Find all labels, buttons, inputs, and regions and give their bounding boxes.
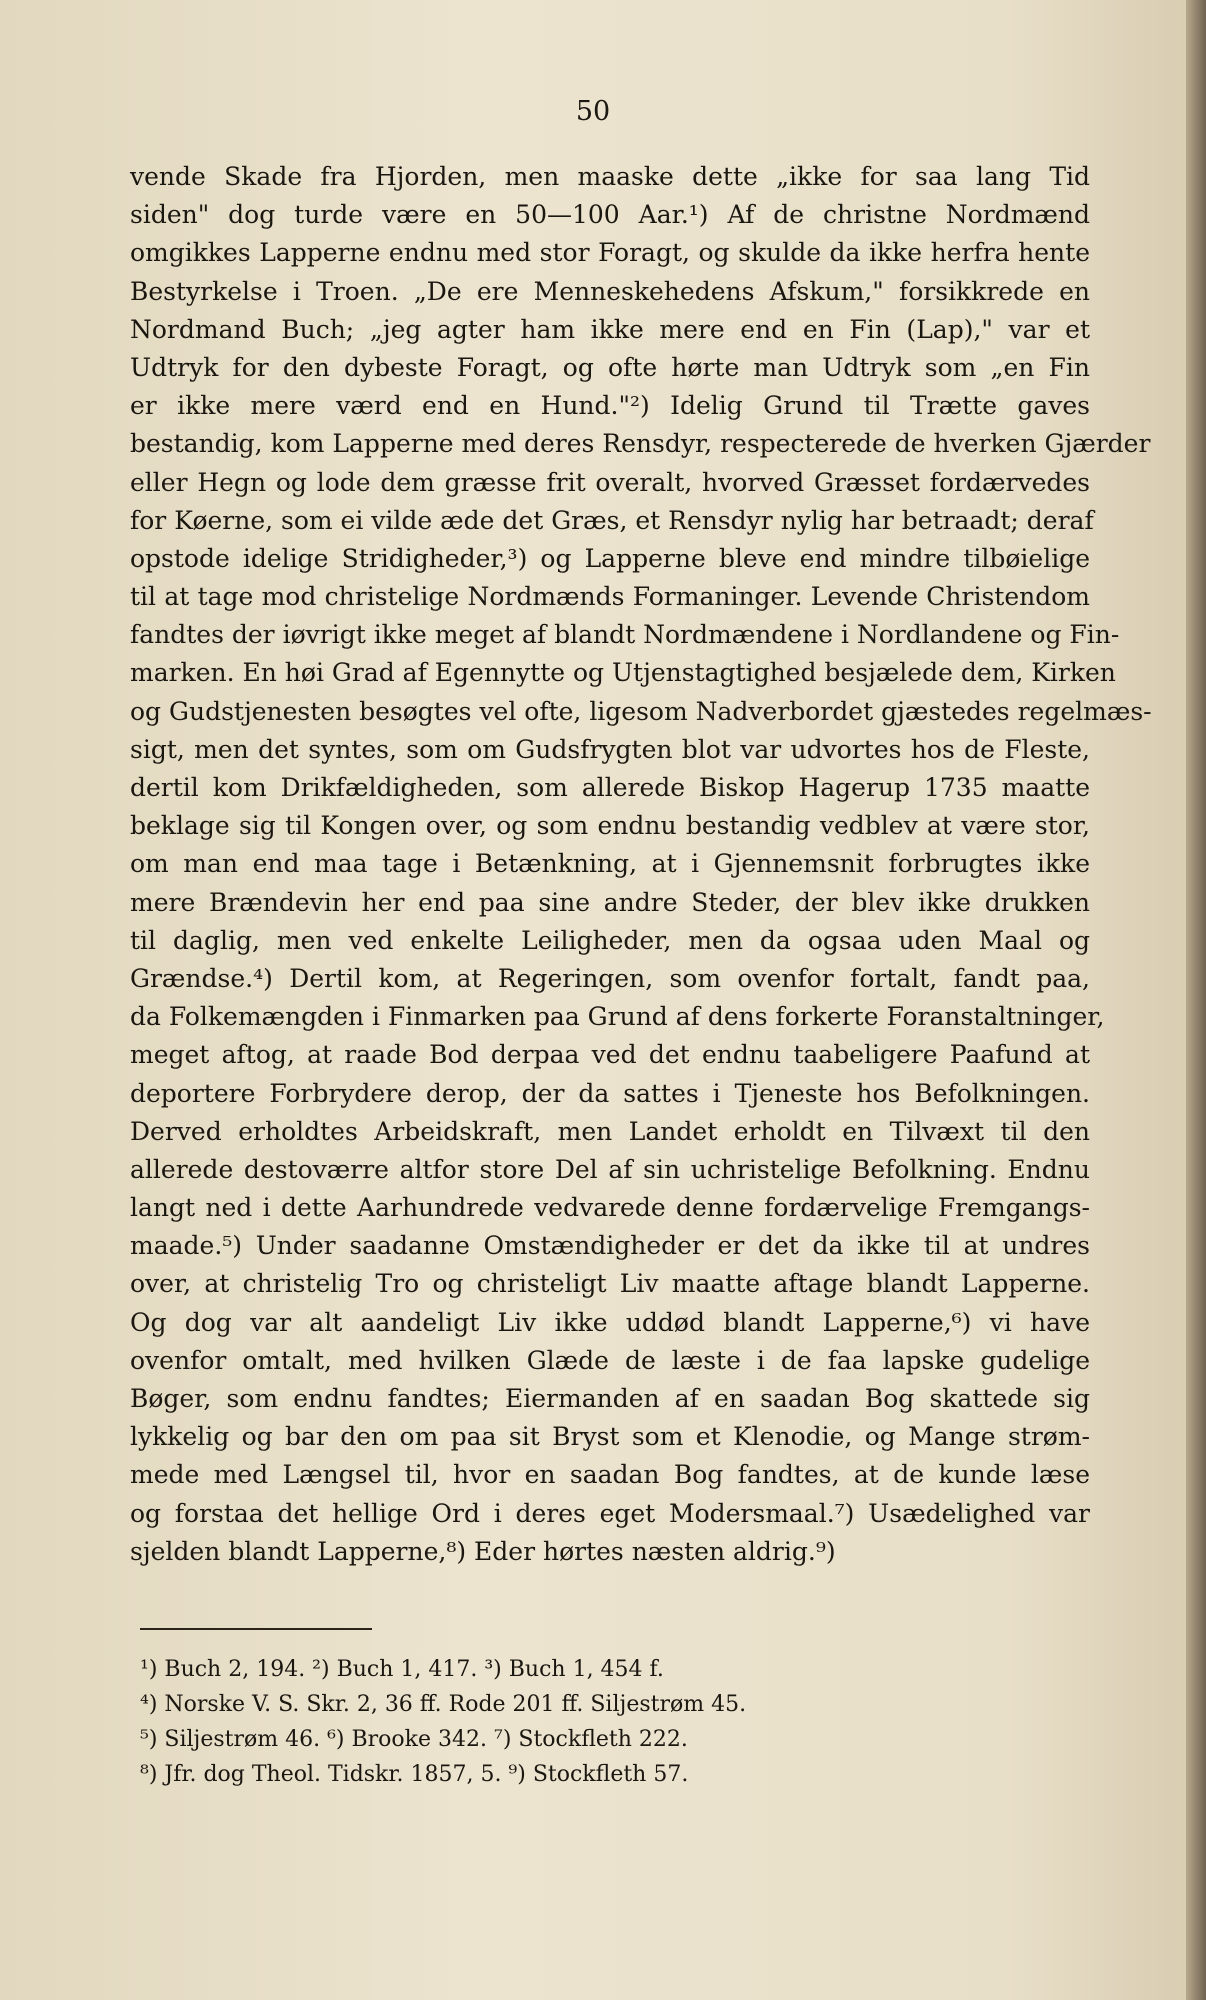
body-text	[130, 158, 1152, 1571]
text-line: Bestyrkelse i Troen. „De ere Menneskehedens Afskum," forsikkrede en	[130, 276, 1090, 306]
text-line: ovenfor omtalt, med hvilken Glæde de læste i de faa lapske gudelige	[130, 1345, 1090, 1375]
text-line: sigt, men det syntes, som om Gudsfrygten blot var udvortes hos de Fleste,	[130, 734, 1090, 764]
text-line: maade.⁵) Under saadanne Omstændigheder er det da ikke til at undres	[130, 1231, 1090, 1261]
text-line: mede med Længsel til, hvor en saadan Bog fandtes, at de kunde læse	[130, 1460, 1090, 1490]
text-line: Bøger, som endnu fandtes; Eiermanden af en saadan Bog skattede sig	[130, 1384, 1090, 1413]
footnote-divider	[140, 1628, 372, 1630]
text-line: eller Hegn og lode dem græsse frit overalt, hvorved Græsset fordærvedes	[130, 467, 1090, 497]
text-line: da Folkemængden i Finmarken paa Grund af dens forkerte Foranstaltninger,	[130, 1002, 1105, 1032]
text-line: er ikke mere værd end en Hund."²) Idelig Grund til Trætte gaves	[130, 391, 1090, 421]
text-line: bestandig, kom Lapperne med deres Rensdyr, respecterede de hverken Gjærder	[130, 429, 1151, 459]
text-line: vende Skade fra Hjorden, men maaske dette „ikke for saa lang Tid	[130, 162, 1090, 191]
text-line: langt ned i dette Aarhundrede vedvarede denne fordærvelige Fremgangs-	[130, 1193, 1090, 1223]
text-line: Grændse.⁴) Dertil kom, at Regeringen, som ovenfor fortalt, fandt paa,	[130, 963, 1090, 993]
text-line: om man end maa tage i Betænkning, at i Gjennemsnit forbrugtes ikke	[130, 849, 1090, 879]
text-line: opstode idelige Stridigheder,³) og Lapperne bleve end mindre tilbøielige	[130, 543, 1090, 573]
footnote-line: ⁸) Jfr. dog Theol. Tidskr. 1857, 5. ⁹) Stockfleth 57.	[140, 1762, 689, 1787]
text-line: meget aftog, at raade Bod derpaa ved det endnu taabeligere Paafund at	[130, 1040, 1090, 1070]
text-line: omgikkes Lapperne endnu med stor Foragt, og skulde da ikke herfra hente	[130, 238, 1090, 268]
text-line: beklage sig til Kongen over, og som endnu bestandig vedblev at være stor,	[130, 811, 1090, 841]
text-line: til at tage mod christelige Nordmænds Formaninger. Levende Christendom	[130, 582, 1090, 612]
page-number: 50	[575, 96, 611, 127]
text-line: mere Brændevin her end paa sine andre Steder, der blev ikke drukken	[130, 887, 1090, 917]
text-line: sjelden blandt Lapperne,⁸) Eder hørtes næsten aldrig.⁹)	[130, 1536, 836, 1566]
footnote-line: ¹) Buch 2, 194. ²) Buch 1, 417. ³) Buch 1, 454 f.	[140, 1657, 664, 1682]
footnotes	[140, 1652, 1040, 1792]
text-line: og forstaa det hellige Ord i deres eget Modersmaal.⁷) Usædelighed var	[130, 1498, 1090, 1528]
text-line: fandtes der iøvrigt ikke meget af blandt Nordmændene i Nordlandene og Fin-	[130, 620, 1120, 650]
text-line: til daglig, men ved enkelte Leiligheder, men da ogsaa uden Maal og	[130, 925, 1090, 955]
text-line: og Gudstjenesten besøgtes vel ofte, ligesom Nadverbordet gjæstedes regelmæs-	[130, 696, 1152, 726]
text-line: over, at christelig Tro og christeligt Liv maatte aftage blandt Lapperne.	[130, 1269, 1090, 1299]
text-line: allerede destoværre altfor store Del af sin uchristelige Befolkning. Endnu	[130, 1154, 1090, 1184]
text-line: lykkelig og bar den om paa sit Bryst som et Klenodie, og Mange strøm-	[130, 1422, 1090, 1452]
book-edge	[1186, 0, 1206, 2000]
footnote-line: ⁵) Siljestrøm 46. ⁶) Brooke 342. ⁷) Stockfleth 222.	[140, 1727, 688, 1752]
text-line: Derved erholdtes Arbeidskraft, men Landet erholdt en Tilvæxt til den	[130, 1116, 1090, 1146]
text-line: siden" dog turde være en 50—100 Aar.¹) Af de christne Nordmænd	[130, 200, 1090, 230]
text-line: for Køerne, som ei vilde æde det Græs, et Rensdyr nylig har betraadt; deraf	[130, 505, 1094, 535]
text-line: dertil kom Drikfældigheden, som allerede Biskop Hagerup 1735 maatte	[130, 773, 1090, 802]
text-line: Og dog var alt aandeligt Liv ikke uddød blandt Lapperne,⁶) vi have	[130, 1307, 1090, 1337]
text-line: deportere Forbrydere derop, der da sattes i Tjeneste hos Befolkningen.	[130, 1078, 1090, 1108]
text-line: Nordmand Buch; „jeg agter ham ikke mere end en Fin (Lap)," var et	[130, 314, 1090, 344]
text-line: marken. En høi Grad af Egennytte og Utjenstagtighed besjælede dem, Kirken	[130, 658, 1116, 688]
footnote-line: ⁴) Norske V. S. Skr. 2, 36 ff. Rode 201 ff. Siljestrøm 45.	[140, 1692, 747, 1717]
text-line: Udtryk for den dybeste Foragt, og ofte hørte man Udtryk som „en Fin	[130, 352, 1090, 382]
